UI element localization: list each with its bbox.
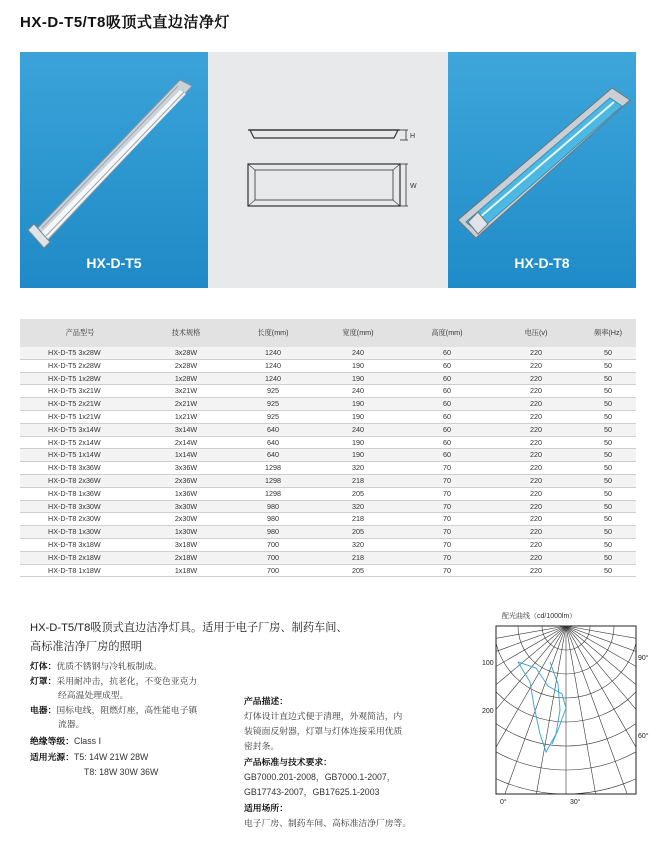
cell-model: HX-D-T8 3x18W xyxy=(20,538,140,551)
cell-spec: 2x14W xyxy=(140,436,232,449)
cell-spec: 1x14W xyxy=(140,449,232,462)
cell-spec: 3x14W xyxy=(140,423,232,436)
cell-width: 190 xyxy=(314,359,402,372)
cell-frequency: 50 xyxy=(580,436,636,449)
cell-width: 190 xyxy=(314,398,402,411)
cell-model: HX-D-T8 2x36W xyxy=(20,474,140,487)
cell-spec: 3x28W xyxy=(140,347,232,359)
radius-label-100: 100 xyxy=(482,660,494,667)
cell-frequency: 50 xyxy=(580,449,636,462)
cell-frequency: 50 xyxy=(580,359,636,372)
table-row xyxy=(20,359,636,372)
cell-voltage: 220 xyxy=(492,462,580,475)
cell-height: 70 xyxy=(402,474,492,487)
cell-voltage: 220 xyxy=(492,564,580,577)
cell-voltage: 220 xyxy=(492,423,580,436)
angle-label-60: 60° xyxy=(638,733,649,740)
cell-height: 60 xyxy=(402,449,492,462)
cell-height: 60 xyxy=(402,398,492,411)
cell-frequency: 50 xyxy=(580,462,636,475)
cell-spec: 1x28W xyxy=(140,372,232,385)
product-desc-line: 装镜面反射器，灯罩与灯体连接采用优质 xyxy=(244,726,403,736)
feature-item: T8: 18W 30W 36W xyxy=(84,766,159,777)
col-header-model: 产品型号 xyxy=(20,319,140,347)
cell-length: 1240 xyxy=(232,347,314,359)
cell-width: 190 xyxy=(314,436,402,449)
cell-model: HX-D-T5 1x21W xyxy=(20,410,140,423)
cell-width: 218 xyxy=(314,474,402,487)
table-row xyxy=(20,347,636,359)
cell-spec: 1x21W xyxy=(140,410,232,423)
cell-model: HX-D-T5 3x28W xyxy=(20,347,140,359)
angle-label-30: 30° xyxy=(570,799,581,806)
cell-model: HX-D-T5 2x14W xyxy=(20,436,140,449)
feature-item: 经高温处理成型。 xyxy=(58,690,129,700)
cell-length: 700 xyxy=(232,538,314,551)
cell-frequency: 50 xyxy=(580,526,636,539)
cell-spec: 3x36W xyxy=(140,462,232,475)
dim-w-label: W xyxy=(410,183,417,190)
cell-model: HX-D-T8 2x30W xyxy=(20,513,140,526)
cell-voltage: 220 xyxy=(492,359,580,372)
feature-item: 流器。 xyxy=(58,719,85,729)
table-row xyxy=(20,551,636,564)
cell-spec: 2x30W xyxy=(140,513,232,526)
table-row xyxy=(20,462,636,475)
cell-length: 980 xyxy=(232,500,314,513)
cell-voltage: 220 xyxy=(492,398,580,411)
product-photo-t5 xyxy=(20,52,208,288)
cell-length: 640 xyxy=(232,449,314,462)
cell-height: 70 xyxy=(402,513,492,526)
standards-line: GB17743-2007，GB17625.1-2003 xyxy=(244,787,380,797)
cell-frequency: 50 xyxy=(580,538,636,551)
t8-fixture-illustration xyxy=(448,52,636,288)
dim-h-label: H xyxy=(410,133,416,140)
table-row xyxy=(20,423,636,436)
cell-spec: 1x36W xyxy=(140,487,232,500)
cell-voltage: 220 xyxy=(492,372,580,385)
light-distribution-chart xyxy=(474,622,650,812)
cell-length: 1298 xyxy=(232,462,314,475)
product-desc-section xyxy=(244,694,454,831)
cell-width: 190 xyxy=(314,449,402,462)
table-header-row xyxy=(20,319,636,347)
cell-height: 70 xyxy=(402,462,492,475)
cell-spec: 2x28W xyxy=(140,359,232,372)
cell-model: HX-D-T5 1x28W xyxy=(20,372,140,385)
cell-voltage: 220 xyxy=(492,474,580,487)
cell-width: 218 xyxy=(314,551,402,564)
cell-width: 320 xyxy=(314,500,402,513)
radius-label-200: 200 xyxy=(482,708,494,715)
cell-frequency: 50 xyxy=(580,564,636,577)
cell-voltage: 220 xyxy=(492,487,580,500)
cell-length: 700 xyxy=(232,564,314,577)
cell-spec: 2x36W xyxy=(140,474,232,487)
cell-length: 980 xyxy=(232,513,314,526)
table-row xyxy=(20,372,636,385)
table-row xyxy=(20,385,636,398)
cell-model: HX-D-T8 3x30W xyxy=(20,500,140,513)
cell-model: HX-D-T5 3x21W xyxy=(20,385,140,398)
cell-voltage: 220 xyxy=(492,436,580,449)
cell-model: HX-D-T5 2x21W xyxy=(20,398,140,411)
cell-width: 218 xyxy=(314,513,402,526)
feature-item: 灯罩：采用耐冲击，抗老化，不变色亚克力 xyxy=(30,675,198,686)
table-row xyxy=(20,500,636,513)
feature-list xyxy=(30,659,240,779)
curve-caption: 配光曲线（cd/1000lm） xyxy=(502,613,577,620)
cell-length: 1298 xyxy=(232,487,314,500)
cell-width: 205 xyxy=(314,526,402,539)
spec-table xyxy=(20,319,636,577)
table-row xyxy=(20,474,636,487)
cell-length: 640 xyxy=(232,423,314,436)
cell-width: 240 xyxy=(314,347,402,359)
col-header-spec: 技术规格 xyxy=(140,319,232,347)
cell-length: 700 xyxy=(232,551,314,564)
cell-height: 60 xyxy=(402,423,492,436)
product-desc-line: 密封条。 xyxy=(244,741,280,751)
cell-model: HX-D-T5 3x14W xyxy=(20,423,140,436)
t5-fixture-illustration xyxy=(20,52,208,288)
product-desc-label: 产品描述： xyxy=(244,696,288,706)
cell-length: 925 xyxy=(232,398,314,411)
table-row xyxy=(20,487,636,500)
page-title: HX-D-T5/T8吸顶式直边洁净灯 xyxy=(20,14,230,31)
cell-model: HX-D-T5 1x14W xyxy=(20,449,140,462)
cell-model: HX-D-T8 2x18W xyxy=(20,551,140,564)
col-header-width: 宽度(mm) xyxy=(314,319,402,347)
feature-item: 适用光源：T5: 14W 21W 28W xyxy=(30,752,149,762)
cell-width: 240 xyxy=(314,385,402,398)
headline-line-1: HX-D-T5/T8吸顶式直边洁净灯具。适用于电子厂房、制药车间、 xyxy=(30,622,348,634)
table-row xyxy=(20,449,636,462)
cell-height: 60 xyxy=(402,372,492,385)
cell-spec: 1x30W xyxy=(140,526,232,539)
cell-width: 205 xyxy=(314,564,402,577)
cell-length: 640 xyxy=(232,436,314,449)
angle-label-90: 90° xyxy=(638,655,649,662)
cell-spec: 2x21W xyxy=(140,398,232,411)
cell-height: 70 xyxy=(402,538,492,551)
cell-frequency: 50 xyxy=(580,372,636,385)
cell-voltage: 220 xyxy=(492,526,580,539)
standards-label: 产品标准与技术要求： xyxy=(244,757,332,767)
description-headline xyxy=(30,619,460,657)
table-row xyxy=(20,436,636,449)
cell-width: 190 xyxy=(314,410,402,423)
cell-frequency: 50 xyxy=(580,347,636,359)
product-desc-line: 灯体设计直边式便于清理，外观简洁，内 xyxy=(244,711,403,721)
cell-height: 70 xyxy=(402,564,492,577)
cell-frequency: 50 xyxy=(580,423,636,436)
cell-voltage: 220 xyxy=(492,513,580,526)
cell-voltage: 220 xyxy=(492,538,580,551)
table-row xyxy=(20,513,636,526)
feature-item: 电器：国标电线，阻燃灯座，高性能电子镇 xyxy=(30,704,198,715)
cell-height: 70 xyxy=(402,487,492,500)
cell-height: 60 xyxy=(402,436,492,449)
headline-line-2: 高标准洁净厂房的照明 xyxy=(30,641,142,653)
col-header-length: 长度(mm) xyxy=(232,319,314,347)
cell-frequency: 50 xyxy=(580,551,636,564)
t8-label: HX-D-T8 xyxy=(514,255,570,271)
cell-height: 60 xyxy=(402,347,492,359)
t5-label: HX-D-T5 xyxy=(86,255,142,271)
cell-length: 1240 xyxy=(232,372,314,385)
table-row xyxy=(20,398,636,411)
cell-frequency: 50 xyxy=(580,410,636,423)
col-header-voltage: 电压(v) xyxy=(492,319,580,347)
cell-frequency: 50 xyxy=(580,474,636,487)
product-photo-t8 xyxy=(448,52,636,288)
cell-voltage: 220 xyxy=(492,347,580,359)
cell-width: 320 xyxy=(314,462,402,475)
application-line: 电子厂房、制药车间、高标准洁净厂房等。 xyxy=(244,818,412,828)
cell-width: 320 xyxy=(314,538,402,551)
cell-model: HX-D-T8 1x18W xyxy=(20,564,140,577)
table-row xyxy=(20,526,636,539)
cell-model: HX-D-T8 1x30W xyxy=(20,526,140,539)
cell-voltage: 220 xyxy=(492,410,580,423)
standards-line: GB7000.201-2008，GB7000.1-2007， xyxy=(244,772,396,782)
cell-voltage: 220 xyxy=(492,449,580,462)
cell-length: 925 xyxy=(232,385,314,398)
cell-height: 70 xyxy=(402,500,492,513)
cell-height: 70 xyxy=(402,526,492,539)
cell-spec: 1x18W xyxy=(140,564,232,577)
cell-length: 925 xyxy=(232,410,314,423)
col-header-frequency: 频率(Hz) xyxy=(580,319,636,347)
cell-spec: 3x18W xyxy=(140,538,232,551)
cell-frequency: 50 xyxy=(580,513,636,526)
dimension-drawing xyxy=(208,52,448,288)
cell-width: 240 xyxy=(314,423,402,436)
table-row xyxy=(20,410,636,423)
cell-length: 1298 xyxy=(232,474,314,487)
cell-frequency: 50 xyxy=(580,487,636,500)
cell-height: 60 xyxy=(402,359,492,372)
cell-width: 190 xyxy=(314,372,402,385)
cell-length: 980 xyxy=(232,526,314,539)
cell-frequency: 50 xyxy=(580,385,636,398)
profile-view xyxy=(250,130,398,138)
cell-model: HX-D-T5 2x28W xyxy=(20,359,140,372)
cell-voltage: 220 xyxy=(492,500,580,513)
application-label: 适用场所： xyxy=(244,803,288,813)
feature-item: 灯体：优质不锈钢与冷轧板制成。 xyxy=(30,661,162,671)
cell-frequency: 50 xyxy=(580,500,636,513)
cell-width: 205 xyxy=(314,487,402,500)
cell-height: 70 xyxy=(402,551,492,564)
table-row xyxy=(20,564,636,577)
cell-spec: 3x30W xyxy=(140,500,232,513)
cell-spec: 2x18W xyxy=(140,551,232,564)
cell-length: 1240 xyxy=(232,359,314,372)
cell-frequency: 50 xyxy=(580,398,636,411)
cell-height: 60 xyxy=(402,385,492,398)
cell-height: 60 xyxy=(402,410,492,423)
col-header-height: 高度(mm) xyxy=(402,319,492,347)
cell-model: HX-D-T8 1x36W xyxy=(20,487,140,500)
cell-voltage: 220 xyxy=(492,385,580,398)
feature-item: 绝缘等级：Class Ⅰ xyxy=(30,735,102,746)
table-row xyxy=(20,538,636,551)
cell-voltage: 220 xyxy=(492,551,580,564)
cell-model: HX-D-T8 3x36W xyxy=(20,462,140,475)
angle-label-0: 0° xyxy=(500,799,507,806)
cell-spec: 3x21W xyxy=(140,385,232,398)
